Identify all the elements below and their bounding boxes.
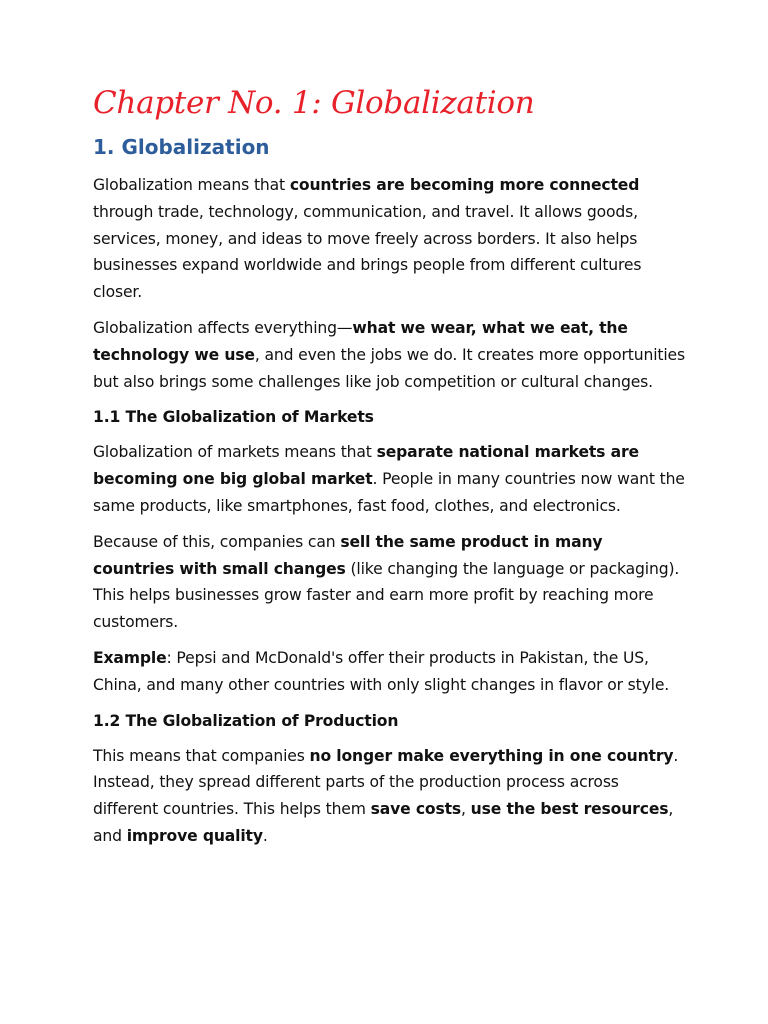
bold-text-segment: separate national markets are becoming one big global market <box>93 443 639 489</box>
subsection-markets <box>93 404 685 698</box>
body-paragraph <box>93 529 685 636</box>
bold-text-segment: countries are becoming more connected <box>289 176 640 194</box>
bold-text-segment: Example <box>93 648 167 667</box>
text-segment: , and even the jobs we do. It creates more opportunities but also brings some challenges like job competition or cultural changes. <box>93 345 685 391</box>
subsection-heading: 1.1 The Globalization of Markets <box>93 408 374 427</box>
bold-text-segment: save costs <box>370 800 462 819</box>
document-page <box>93 78 685 859</box>
text-segment: Globalization affects everything— <box>93 318 353 337</box>
bold-text-segment: improve quality <box>126 826 263 845</box>
text-segment: Globalization means that <box>93 176 290 194</box>
text-segment: : Pepsi and McDonald's offer their products in Pakistan, the US, China, and many other countries with only slight changes in flavor or style. <box>93 648 670 694</box>
text-segment: Globalization of markets means that <box>93 443 377 462</box>
text-segment: Because of this, companies can <box>93 532 341 551</box>
text-segment: . Instead, they spread different parts of the production process across different countries. This helps them <box>93 746 679 819</box>
bold-text-segment: sell the same product in many countries with small changes <box>93 532 603 578</box>
intro-paragraph <box>93 315 685 395</box>
text-segment: . <box>262 826 268 845</box>
text-segment: This means that companies <box>93 746 310 765</box>
body-paragraph <box>93 439 685 519</box>
chapter-title: Chapter No. 1: Globalization <box>93 85 535 121</box>
text-segment: (like changing the language or packaging). This helps businesses grow faster and earn more profit by reaching more customers. <box>93 559 680 632</box>
text-segment: , <box>461 800 471 819</box>
intro-section <box>93 172 685 395</box>
example-paragraph <box>93 645 685 699</box>
intro-paragraph <box>93 172 685 306</box>
body-paragraph <box>93 743 685 850</box>
bold-text-segment: what we wear, what we eat, the technology we use <box>93 318 628 364</box>
bold-text-segment: use the best resources <box>470 800 669 819</box>
text-segment: . People in many countries now want the same products, like smartphones, fast food, clothes, and electronics. <box>93 470 685 515</box>
text-segment: through trade, technology, communication, and travel. It allows goods, services, money, and ideas to move freely across borders. It also helps businesses expand worldwide and brings people from different cultures closer. <box>93 202 642 302</box>
bold-text-segment: no longer make everything in one country <box>309 746 674 765</box>
subsection-production <box>93 708 685 850</box>
section-heading: 1. Globalization <box>93 135 270 159</box>
subsection-heading: 1.2 The Globalization of Production <box>93 711 399 730</box>
text-segment: , and <box>93 800 674 845</box>
